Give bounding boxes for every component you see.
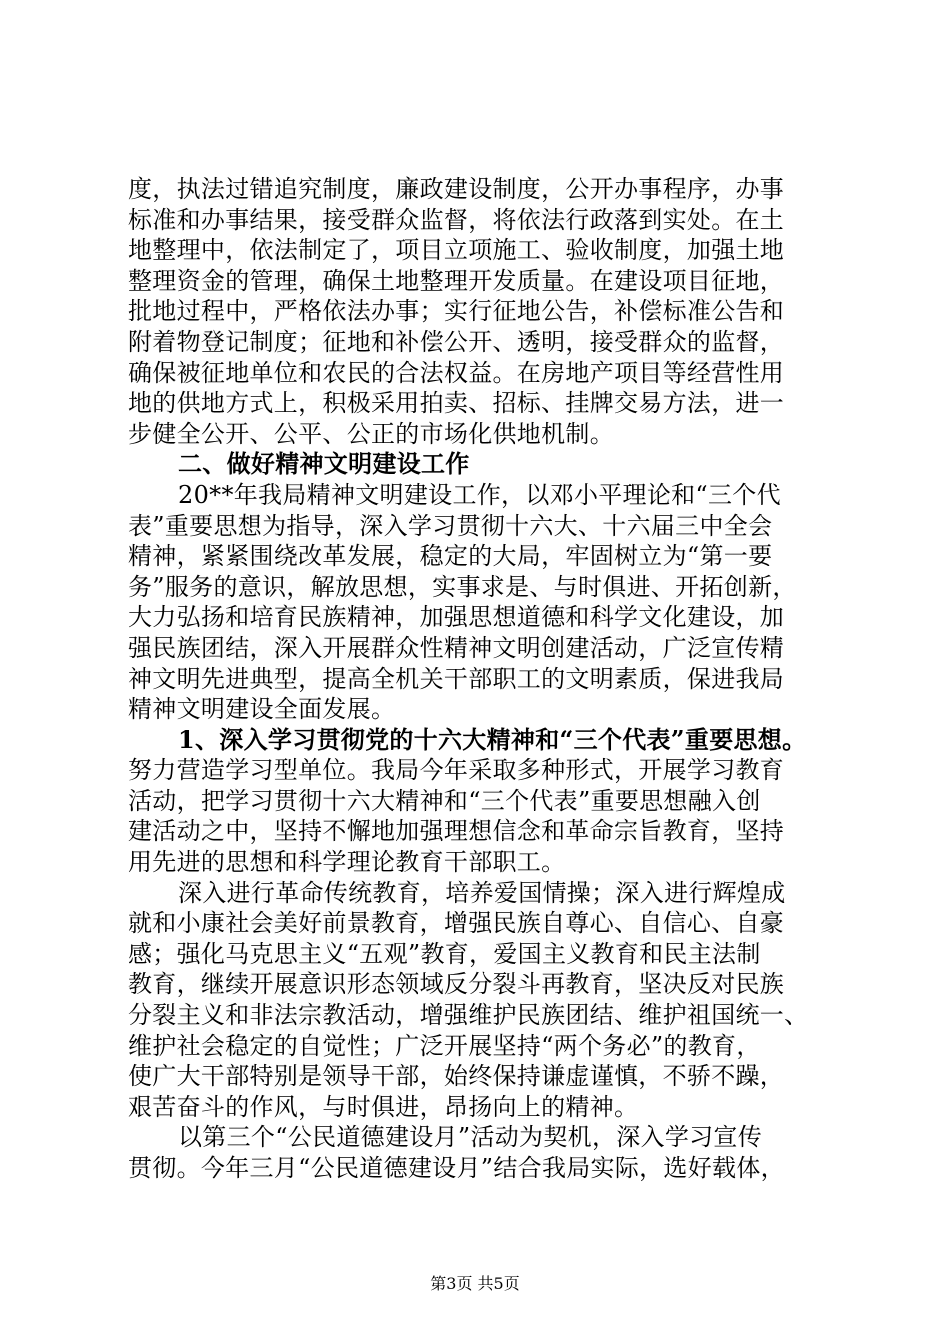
text-line: 20**年我局精神文明建设工作，以邓小平理论和“三个代 xyxy=(178,480,781,509)
text-line: 维护社会稳定的自觉性；广泛开展坚持“两个务必”的教育， xyxy=(128,1031,761,1060)
text-line: 步健全公开、公平、公正的市场化供地机制。 xyxy=(128,419,614,448)
text-line: 强民族团结，深入开展群众性精神文明创建活动，广泛宣传精 xyxy=(128,633,785,662)
text-line: 教育，继续开展意识形态领域反分裂斗再教育，坚决反对民族 xyxy=(128,970,785,999)
text-line: 表”重要思想为指导，深入学习贯彻十六大、十六届三中全会 xyxy=(128,511,773,540)
text-line: 建活动之中，坚持不懈地加强理想信念和革命宗旨教育，坚持 xyxy=(128,817,785,846)
text-line: 精神，紧紧围绕改革发展，稳定的大局，牢固树立为“第一要 xyxy=(128,542,773,571)
text-line: 感；强化马克思主义“五观”教育，爱国主义教育和民主法制 xyxy=(128,939,761,968)
text-line: 标准和办事结果，接受群众监督，将依法行政落到实处。在土 xyxy=(128,205,785,234)
text-line: 贯彻。今年三月“公民道德建设月”结合我局实际，选好载体， xyxy=(128,1154,785,1182)
body-text xyxy=(128,174,828,1184)
text-line: 就和小康社会美好前景教育，增强民族自尊心、自信心、自豪 xyxy=(128,909,785,938)
text-line: 地整理中，依法制定了，项目立项施工、验收制度，加强土地 xyxy=(128,236,785,265)
page-footer: 第3页 共5页 xyxy=(430,1274,520,1293)
text-line: 艰苦奋斗的作风，与时俱进，昂扬向上的精神。 xyxy=(128,1092,639,1121)
text-line: 务”服务的意识，解放思想，实事求是、与时俱进、开拓创新， xyxy=(128,572,797,601)
section-heading: 二、做好精神文明建设工作 xyxy=(178,449,470,479)
text-line: 地的供地方式上，积极采用拍卖、招标、挂牌交易方法，进一 xyxy=(128,389,785,418)
text-line: 精神文明建设全面发展。 xyxy=(128,695,396,724)
text-line: 度，执法过错追究制度，廉政建设制度，公开办事程序，办事 xyxy=(128,175,785,203)
text-line: 活动，把学习贯彻十六大精神和“三个代表”重要思想融入创 xyxy=(128,786,761,815)
text-line: 以第三个“公民道德建设月”活动为契机，深入学习宣传 xyxy=(178,1123,763,1152)
text-line: 整理资金的管理，确保土地整理开发质量。在建设项目征地， xyxy=(128,266,785,295)
text-line: 大力弘扬和培育民族精神，加强思想道德和科学文化建设，加 xyxy=(128,603,785,632)
text-line: 深入进行革命传统教育，培养爱国情操；深入进行辉煌成 xyxy=(178,878,786,907)
text-line: 确保被征地单位和农民的合法权益。在房地产项目等经营性用 xyxy=(128,358,785,387)
text-line: 使广大干部特别是领导干部，始终保持谦虚谨慎，不骄不躁， xyxy=(128,1062,785,1091)
text-line: 附着物登记制度；征地和补偿公开、透明，接受群众的监督， xyxy=(128,327,785,356)
text-line: 分裂主义和非法宗教活动，增强维护民族团结、维护祖国统一、 xyxy=(128,1001,809,1030)
text-line: 批地过程中，严格依法办事；实行征地公告，补偿标准公告和 xyxy=(128,297,785,326)
text-line: 努力营造学习型单位。我局今年采取多种形式，开展学习教育 xyxy=(128,756,785,785)
text-line: 用先进的思想和科学理论教育干部职工。 xyxy=(128,848,566,877)
text-line: 神文明先进典型，提高全机关干部职工的文明素质，保进我局 xyxy=(128,664,785,693)
subsection-heading: 1、深入学习贯彻党的十六大精神和“三个代表”重要思想。 xyxy=(178,724,807,754)
